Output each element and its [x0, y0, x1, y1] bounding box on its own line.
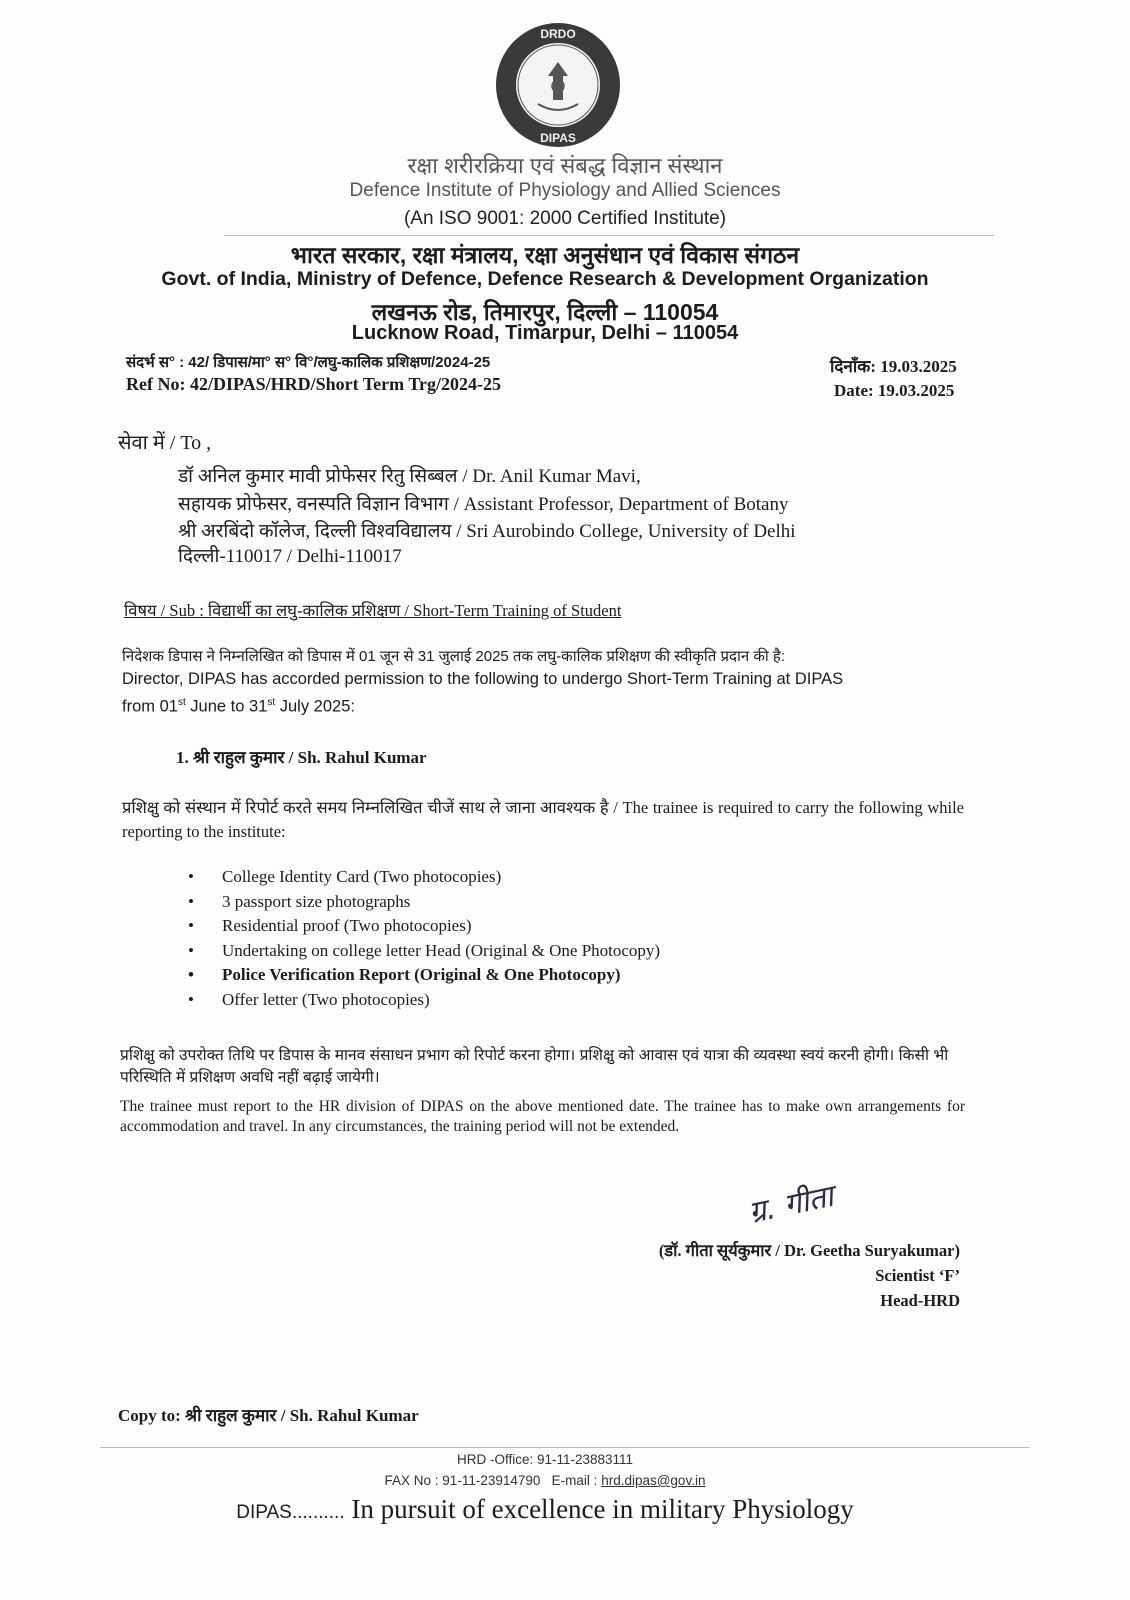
address-english: Lucknow Road, Timarpur, Delhi – 110054	[351, 322, 739, 344]
list-item	[186, 965, 660, 990]
list-item	[186, 867, 660, 892]
carry-instructions: प्रशिक्षु को संस्थान में रिपोर्ट करते समय निम्नलिखित चीजें साथ ले जाना आवश्यक है / The trainee is required to carry the following while reporting to the institute:	[122, 798, 964, 841]
list-item	[186, 916, 660, 941]
signatory-title: Scientist ‘F’	[875, 1266, 960, 1285]
reference-english: Ref No: 42/DIPAS/HRD/Short Term Trg/2024-25	[126, 374, 501, 394]
recipient-line-2: सहायक प्रोफेसर, वनस्पति विज्ञान विभाग / Assistant Professor, Department of Botany	[178, 494, 789, 515]
to-label: सेवा में / To ,	[118, 432, 212, 454]
ordinal-st-2: st	[267, 697, 276, 708]
motto-text: In pursuit of excellence in military Physiology	[344, 1494, 854, 1524]
permission-july: July 2025:	[275, 697, 355, 716]
list-item-text: Police Verification Report (Original & One Photocopy)	[222, 965, 621, 984]
signatory-block	[659, 1238, 960, 1313]
list-item	[186, 990, 660, 1015]
permission-from: from 01	[122, 697, 178, 716]
signatory-department: Head-HRD	[880, 1291, 960, 1310]
trainee-name: 1. श्री राहुल कुमार / Sh. Rahul Kumar	[176, 748, 427, 767]
list-item-text: 3 passport size photographs	[222, 891, 411, 911]
list-item	[186, 941, 660, 966]
iso-certification: (An ISO 9001: 2000 Certified Institute)	[403, 208, 727, 229]
bullet-icon: •	[188, 916, 194, 935]
footer-email-link[interactable]: hrd.dipas@gov.in	[601, 1473, 706, 1488]
subject-line: विषय / Sub : विद्यार्थी का लघु-कालिक प्रशिक्षण / Short-Term Training of Student	[124, 601, 622, 620]
bullet-icon: •	[188, 940, 194, 960]
report-instructions-hindi: प्रशिक्षु को उपरोक्त तिथि पर डिपास के मानव संसाधन प्रभाग को रिपोर्ट करना होगा। प्रशिक्षु को आवास एवं यात्रा की व्यवस्था स्वयं करनी होगी। किसी भी परिस्थिति में प्रशिक्षण अवधि नहीं बढ़ाई जायेगी।	[120, 1047, 949, 1086]
institute-name-hindi: रक्षा शरीरक्रिया एवं संबद्ध विज्ञान संस्थान	[407, 153, 723, 178]
footer-divider	[100, 1447, 1030, 1448]
list-item-text: Offer letter (Two photocopies)	[222, 989, 430, 1009]
date-english: Date: 19.03.2025	[834, 381, 955, 400]
ordinal-st: st	[177, 697, 186, 708]
footer-office-phone: HRD -Office: 91-11-23883111	[456, 1452, 634, 1467]
bullet-icon: •	[188, 891, 194, 911]
logo-text-bottom: DIPAS	[540, 131, 576, 145]
list-item-text: Residential proof (Two photocopies)	[222, 916, 472, 935]
motto-prefix: DIPAS..........	[236, 1502, 345, 1523]
footer-fax: FAX No : 91-11-23914790	[384, 1473, 541, 1488]
date-hindi: दिनाँक: 19.03.2025	[830, 357, 957, 376]
reference-hindi: संदर्भ स° : 42/ डिपास/मा° स° वि°/लघु-कालिक प्रशिक्षण/2024-25	[126, 354, 491, 371]
bullet-icon: •	[188, 965, 194, 984]
handwritten-signature	[742, 1162, 872, 1232]
govt-hindi: भारत सरकार, रक्षा मंत्रालय, रक्षा अनुसंधान एवं विकास संगठन	[290, 242, 800, 268]
dipas-logo	[493, 20, 623, 150]
institute-name-english: Defence Institute of Physiology and Allied Sciences	[349, 180, 781, 201]
list-item	[186, 892, 660, 917]
signature-text: ग्र. गीता	[745, 1178, 837, 1231]
govt-english: Govt. of India, Ministry of Defence, Defence Research & Development Organization	[161, 268, 929, 290]
footer-email-label: E-mail :	[551, 1473, 598, 1488]
list-item-text: College Identity Card (Two photocopies)	[222, 867, 502, 886]
required-items-list	[186, 867, 660, 1014]
logo-text-top: DRDO	[540, 27, 576, 41]
recipient-line-1: डॉ अनिल कुमार मावी प्रोफेसर रितु सिब्बल / Dr. Anil Kumar Mavi,	[178, 466, 641, 487]
recipient-line-4: दिल्ली-110017 / Delhi-110017	[178, 546, 402, 567]
address-hindi: लखनऊ रोड, तिमारपुर, दिल्ली – 110054	[371, 299, 719, 325]
permission-english-line1: Director, DIPAS has accorded permission to the following to undergo Short-Term Training at DIPAS	[122, 670, 844, 688]
bullet-icon: •	[188, 989, 194, 1009]
footer-contact	[0, 1473, 1110, 1488]
permission-hindi: निदेशक डिपास ने निम्नलिखित को डिपास में 01 जून से 31 जुलाई 2025 तक लघु-कालिक प्रशिक्षण की स्वीकृति प्रदान की है:	[122, 648, 786, 665]
report-instructions-english: The trainee must report to the HR division of DIPAS on the above mentioned date. The trainee has to make own arrangements for accommodation and travel. In any circumstances, the training period will not be extended.	[120, 1098, 965, 1135]
bullet-icon: •	[188, 867, 194, 886]
footer-motto	[0, 1494, 1110, 1525]
list-item-text: Undertaking on college letter Head (Original & One Photocopy)	[222, 940, 661, 960]
permission-june: June to 31	[185, 697, 268, 716]
header-divider	[224, 235, 994, 236]
signatory-name: (डॉ. गीता सूर्यकुमार / Dr. Geetha Suryakumar)	[658, 1241, 960, 1260]
permission-english	[122, 668, 972, 719]
copy-to: Copy to: श्री राहुल कुमार / Sh. Rahul Kumar	[118, 1406, 419, 1425]
recipient-line-3: श्री अरबिंदो कॉलेज, दिल्ली विश्वविद्यालय / Sri Aurobindo College, University of Delhi	[178, 521, 796, 542]
